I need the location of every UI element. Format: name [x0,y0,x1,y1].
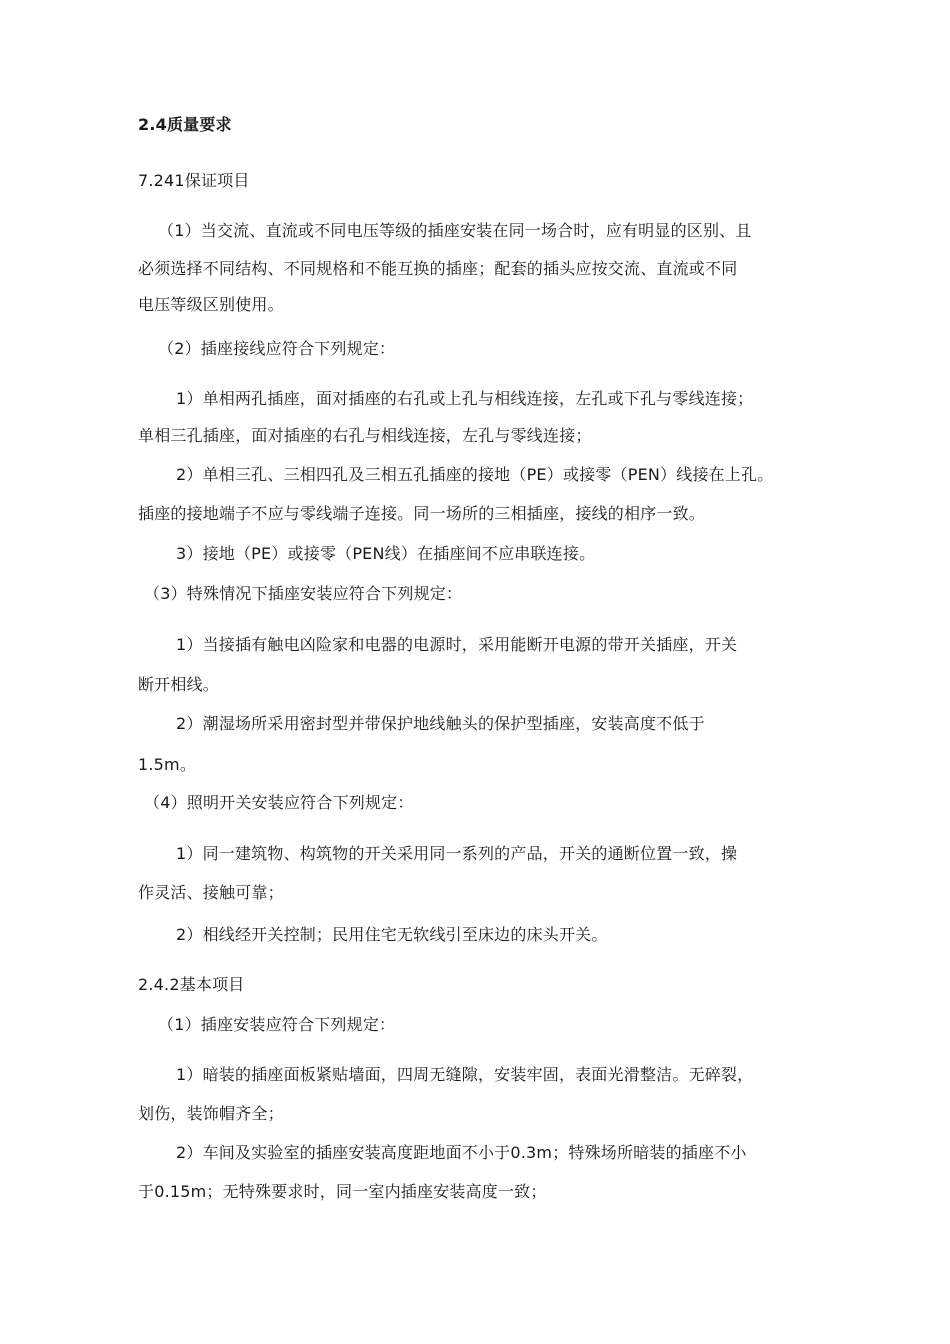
paragraph-line: 于0.15m；无特殊要求时，同一室内插座安装高度一致； [138,1182,547,1201]
paragraph-line: （1）当交流、直流或不同电压等级的插座安装在同一场合时，应有明显的区别、且 [158,221,752,240]
paragraph-line: 1）同一建筑物、构筑物的开关采用同一系列的产品，开关的通断位置一致，操 [176,844,738,863]
paragraph-line: 2）车间及实验室的插座安装高度距地面不小于0.3m；特殊场所暗装的插座不小 [176,1143,747,1162]
paragraph-line: （1）插座安装应符合下列规定： [158,1015,396,1034]
paragraph-line: 2）相线经开关控制；民用住宅无软线引至床边的床头开关。 [176,925,608,944]
subsection-title-basic: 2.4.2基本项目 [138,975,245,994]
paragraph-line: 2）单相三孔、三相四孔及三相五孔插座的接地（PE）或接零（PEN）线接在上孔。 [176,465,774,484]
paragraph-line: （4）照明开关安装应符合下列规定： [144,793,414,812]
paragraph-line: 1）当接插有触电凶险家和电器的电源时，采用能断开电源的带开关插座，开关 [176,635,738,654]
subsection-title-guarantee: 7.241保证项目 [138,171,250,190]
paragraph-line: 1）暗装的插座面板紧贴墙面，四周无缝隙，安装牢固，表面光滑整洁。无碎裂， [176,1065,754,1084]
paragraph-line: 断开相线。 [138,675,220,694]
paragraph-line: （2）插座接线应符合下列规定： [158,339,396,358]
paragraph-line: 作灵活、接触可靠； [138,883,284,902]
paragraph-line: 单相三孔插座，面对插座的右孔与相线连接，左孔与零线连接； [138,426,592,445]
paragraph-line: 3）接地（PE）或接零（PEN线）在插座间不应串联连接。 [176,544,596,563]
paragraph-line: 2）潮湿场所采用密封型并带保护地线触头的保护型插座，安装高度不低于 [176,714,705,733]
paragraph-line: 划伤，装饰帽齐全； [138,1104,284,1123]
paragraph-line: 1.5m。 [138,755,197,774]
paragraph-line: 1）单相两孔插座，面对插座的右孔或上孔与相线连接，左孔或下孔与零线连接； [176,389,754,408]
paragraph-line: 插座的接地端子不应与零线端子连接。同一场所的三相插座，接线的相序一致。 [138,504,706,523]
paragraph-line: （3）特殊情况下插座安装应符合下列规定： [144,584,463,603]
section-heading: 2.4质量要求 [138,115,232,134]
paragraph-line: 必须选择不同结构、不同规格和不能互换的插座；配套的插头应按交流、直流或不同 [138,259,738,278]
paragraph-line: 电压等级区别使用。 [138,295,284,314]
